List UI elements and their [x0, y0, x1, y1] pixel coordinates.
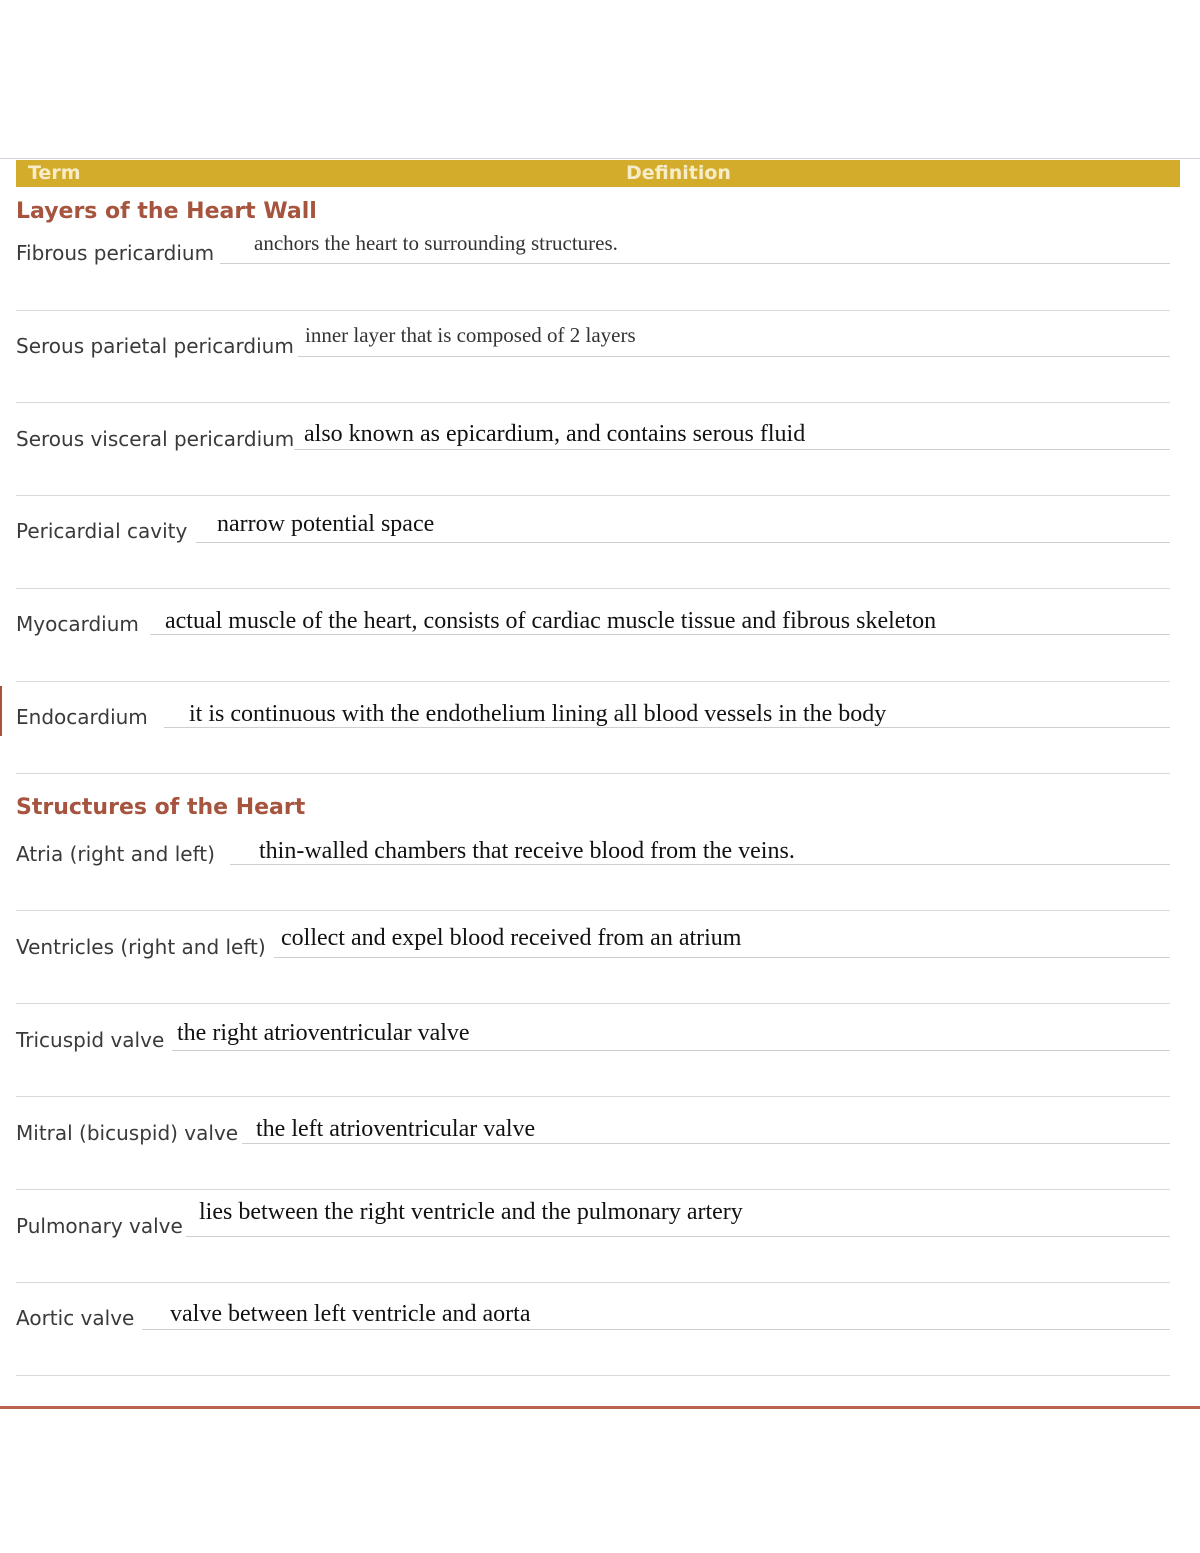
answer-line	[172, 1050, 1170, 1051]
term-ventricles: Ventricles (right and left)	[16, 935, 266, 959]
bottom-rule	[0, 1406, 1200, 1409]
row-separator	[16, 310, 1170, 311]
definition-mitral-valve[interactable]: the left atrioventricular valve	[256, 1116, 536, 1142]
definition-serous-visceral-pericardium[interactable]: also known as epicardium, and contains serous fluid	[304, 421, 806, 447]
row-separator	[16, 1003, 1170, 1004]
section-title-structures: Structures of the Heart	[16, 795, 306, 820]
row-separator	[16, 402, 1170, 403]
answer-line	[220, 263, 1170, 264]
row-separator	[16, 1096, 1170, 1097]
definition-fibrous-pericardium[interactable]: anchors the heart to surrounding structures.	[254, 231, 618, 255]
row-separator	[16, 1282, 1170, 1283]
answer-line	[142, 1329, 1170, 1330]
answer-line	[186, 1236, 1170, 1237]
definition-ventricles[interactable]: collect and expel blood received from an atrium	[281, 925, 742, 951]
definition-tricuspid-valve[interactable]: the right atrioventricular valve	[177, 1020, 470, 1046]
row-separator	[16, 681, 1170, 682]
term-column-header: Term	[28, 162, 81, 184]
definition-serous-parietal-pericardium[interactable]: inner layer that is composed of 2 layers	[305, 323, 636, 347]
row-separator	[16, 495, 1170, 496]
term-aortic-valve: Aortic valve	[16, 1306, 135, 1330]
term-serous-visceral-pericardium: Serous visceral pericardium	[16, 427, 295, 451]
term-myocardium: Myocardium	[16, 612, 139, 636]
margin-marker	[0, 686, 2, 736]
term-endocardium: Endocardium	[16, 705, 148, 729]
row-separator	[16, 1189, 1170, 1190]
definition-pericardial-cavity[interactable]: narrow potential space	[217, 511, 435, 537]
term-fibrous-pericardium: Fibrous pericardium	[16, 241, 215, 265]
row-separator	[16, 588, 1170, 589]
row-separator	[16, 773, 1170, 774]
definition-atria[interactable]: thin-walled chambers that receive blood from the veins.	[259, 838, 795, 864]
answer-line	[164, 727, 1170, 728]
term-serous-parietal-pericardium: Serous parietal pericardium	[16, 334, 294, 358]
definition-pulmonary-valve[interactable]: lies between the right ventricle and the pulmonary artery	[199, 1199, 743, 1225]
section-title-heart-wall: Layers of the Heart Wall	[16, 199, 317, 224]
table-header	[16, 160, 1180, 187]
answer-line	[196, 542, 1170, 543]
answer-line	[298, 356, 1170, 357]
row-separator	[16, 1375, 1170, 1376]
definition-endocardium[interactable]: it is continuous with the endothelium lining all blood vessels in the body	[189, 701, 887, 727]
definition-myocardium[interactable]: actual muscle of the heart, consists of cardiac muscle tissue and fibrous skeleton	[165, 608, 937, 634]
answer-line	[242, 1143, 1170, 1144]
definition-aortic-valve[interactable]: valve between left ventricle and aorta	[170, 1301, 531, 1327]
term-atria: Atria (right and left)	[16, 842, 215, 866]
answer-line	[274, 957, 1170, 958]
top-rule	[0, 158, 1200, 159]
term-tricuspid-valve: Tricuspid valve	[16, 1028, 165, 1052]
answer-line	[150, 634, 1170, 635]
term-pulmonary-valve: Pulmonary valve	[16, 1214, 183, 1238]
term-pericardial-cavity: Pericardial cavity	[16, 519, 188, 543]
answer-line	[230, 864, 1170, 865]
term-mitral-valve: Mitral (bicuspid) valve	[16, 1121, 239, 1145]
answer-line	[294, 449, 1170, 450]
row-separator	[16, 910, 1170, 911]
definition-column-header: Definition	[626, 162, 731, 184]
